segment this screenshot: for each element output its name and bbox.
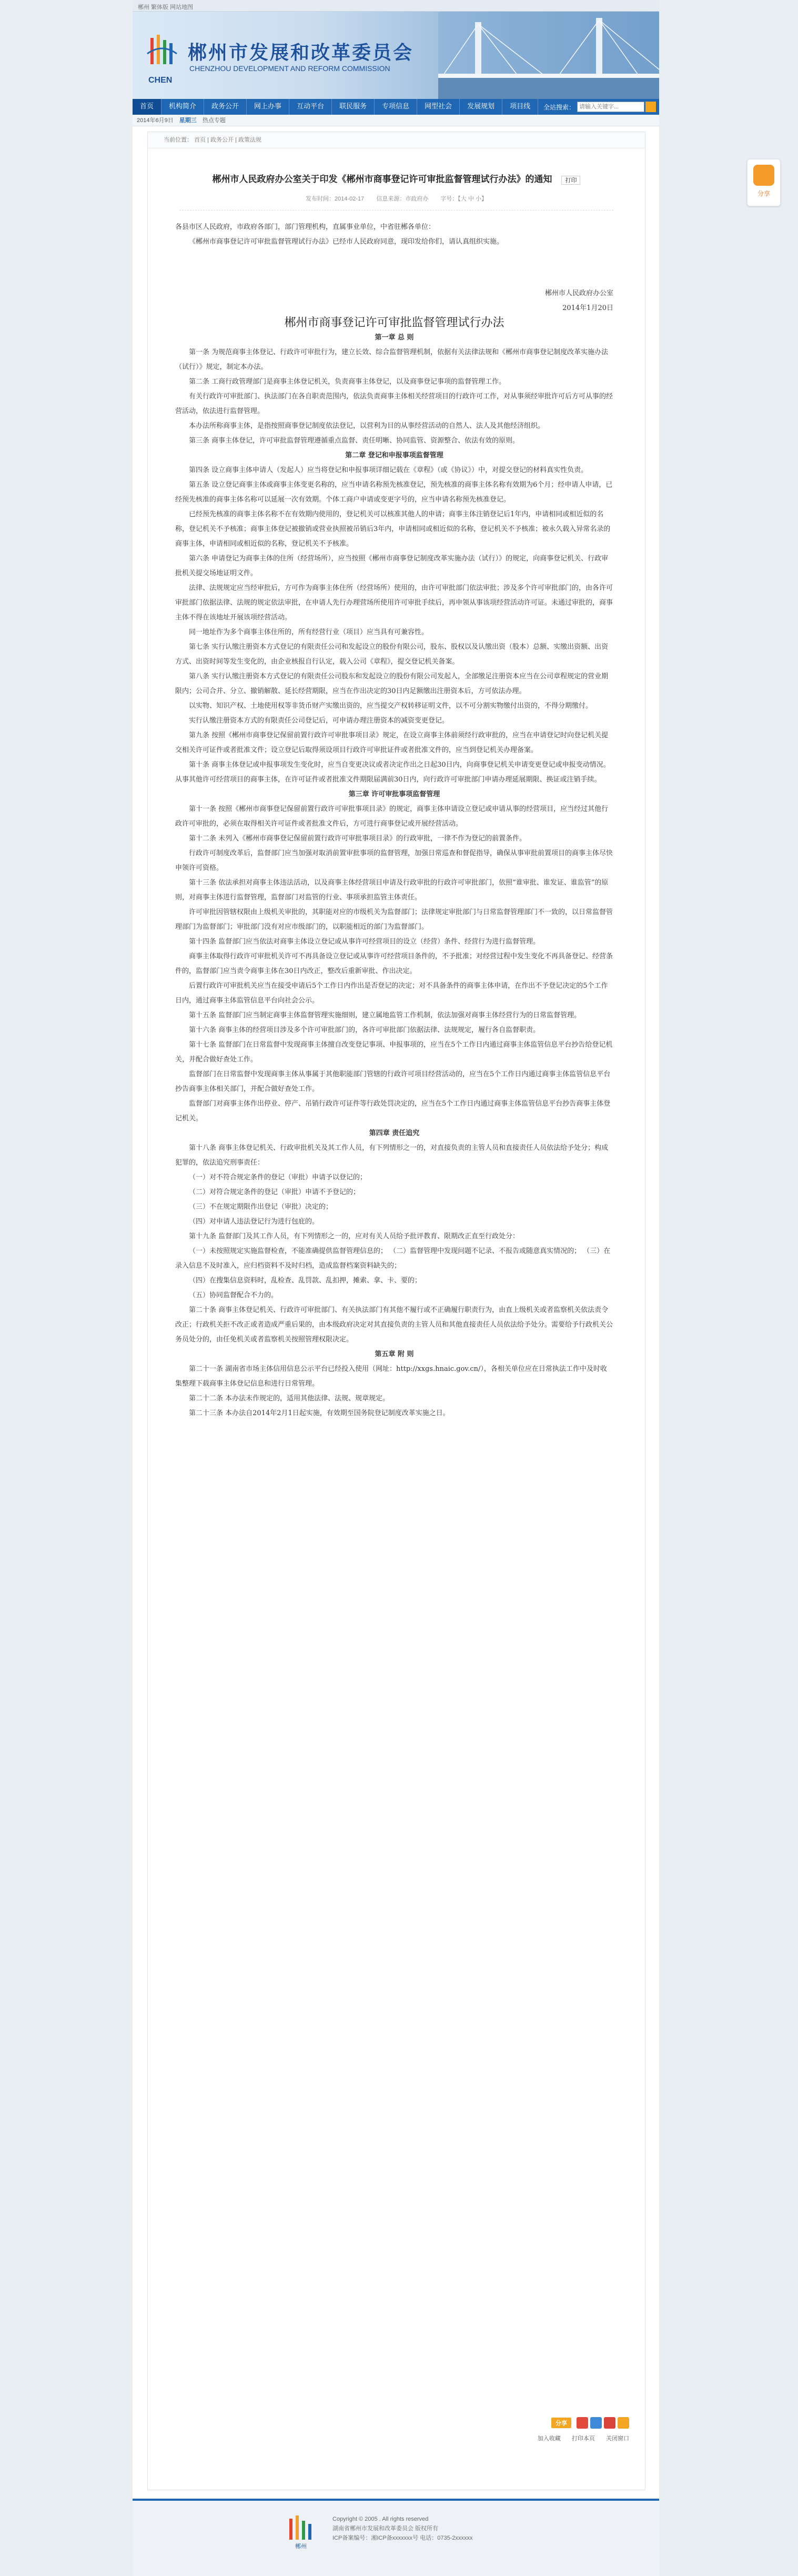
- share-icon: [753, 165, 774, 186]
- footer-text: [332, 2514, 472, 2543]
- search-label: 全站搜索：: [543, 103, 575, 111]
- article-paragraph: 行政许可制度改革后，监督部门应当加强对取消前置审批事项的监督管理，加强日常巡查和督促指导，确保从事审批前置项目的商事主体尽快申领许可资格。: [175, 849, 613, 872]
- site-banner: [133, 12, 659, 99]
- intro-paragraph: 《郴州市商事登记许可审批监督管理试行办法》已经市人民政府同意，现印发给你们，请认真组织实施。: [189, 238, 504, 246]
- article-title-row: [148, 172, 645, 185]
- site-search: [543, 102, 656, 112]
- top-links[interactable]: 郴州 繁体版 网站地图: [138, 4, 194, 11]
- logo-text: CHEN: [148, 76, 173, 85]
- article-paragraph: 第十四条 监督部门应当依法对商事主体设立登记或从事许可经营项目的设立（经营）条件、经营行为进行监督管理。: [189, 938, 540, 946]
- article-paragraph: 第二十条 商事主体登记机关、行政许可审批部门、有关执法部门有其他不履行或不正确履行职责行为，由直上级机关或者监察机关依法责令改正；行政机关拒不改正或者造成严重后果的，由本级政府决定对其直接负责的主管人员和其他直接责任人员依法给予处分。需要给予行政机关公务员处分的，由任免机关或者监察机关按照管理权限决定。: [175, 1306, 613, 1344]
- nav-item-projects[interactable]: 项目线: [502, 99, 538, 115]
- article-paragraph: 第十条 商事主体登记或申报事项发生变化时，应当自变更决议或者决定作出之日起30日内，向商事登记机关申请变更登记或申报变动情况。从事其他许可经营项目的商事主体，在许可证件或者批准文件期限届满前30日内，向行政许可审批部门申请办理延展期限、换证或注销手续。: [175, 761, 610, 784]
- chapter-heading: 第三章 许可审批事项监督管理: [348, 790, 440, 798]
- document-title: 郴州市商事登记许可审批监督管理试行办法: [284, 316, 504, 329]
- chapter-heading: 第五章 附 则: [375, 1350, 414, 1358]
- date-bar: [133, 115, 659, 126]
- nav-item-online-service[interactable]: 网上办事: [247, 99, 289, 115]
- page-wrapper: [133, 0, 659, 2574]
- current-date: 2014年6月9日: [137, 117, 174, 124]
- share-bar: [551, 2417, 629, 2429]
- chapter-heading: 第二章 登记和申报事项监督管理: [345, 452, 443, 459]
- article-paragraph: 第二十二条 本办法未作规定的，适用其他法律、法规、规章规定。: [189, 1395, 390, 1402]
- weibo-share-icon[interactable]: [577, 2417, 588, 2429]
- article-paragraph: 第八条 实行认缴注册资本方式登记的有限责任公司股东和发起设立的股份有限公司发起人，全部缴足注册资本应当在公司章程规定的营业期限内；公司合并、分立、撤销解散、延长经营期限，应当在作出决定的30日内足额缴出注册资本后，方可依法办理。: [175, 673, 609, 695]
- font-size-selector[interactable]: 字号：【大 中 小】: [440, 196, 488, 202]
- page-actions: [528, 2434, 629, 2442]
- icp-info: ICP备案编号：湘ICP备xxxxxxx号 电话：0735-2xxxxxx: [332, 2535, 473, 2541]
- nav-item-special-info[interactable]: 专项信息: [375, 99, 417, 115]
- close-window-link[interactable]: 关闭窗口: [606, 2435, 629, 2442]
- print-page-link[interactable]: 打印本页: [571, 2435, 595, 2442]
- breadcrumb[interactable]: 当前位置： 首页 | 政务公开 | 政策法规: [148, 132, 645, 148]
- chapter-heading: 第一章 总 则: [375, 334, 414, 342]
- article-paragraph: 第十三条 依法承担对商事主体违法活动，以及商事主体经营项目申请及行政审批的行政许可审批部门，依照“谁审批、谁发证、谁监管”的原则，对商事主体进行监督管理，监督部门对监管的行业、事项承担监管主体责任。: [175, 879, 609, 901]
- article-paragraph: 第二十一条 湖南省市场主体信用信息公示平台已经投入使用（网址：http://xxgs.hnaic.gov.cn/），各相关单位应在日常执法工作中及时收集整理下载商事主体登记信息和进行日常管理。: [175, 1365, 607, 1388]
- qzone-share-icon[interactable]: [590, 2417, 602, 2429]
- copyright: Copyright © 2005 . All rights reserved: [332, 2516, 429, 2522]
- sign-date: 2014年1月20日: [562, 304, 613, 312]
- article-paragraph: 实行认缴注册资本方式的有限责任公司登记后，可申请办理注册资本的减资变更登记。: [189, 717, 449, 725]
- site-footer: [133, 2499, 659, 2576]
- share-button[interactable]: 分享: [551, 2418, 571, 2428]
- add-favorite-link[interactable]: 加入收藏: [537, 2435, 561, 2442]
- nav-item-planning[interactable]: 发展规划: [460, 99, 502, 115]
- article-paragraph: 第九条 按照《郴州市商事登记保留前置行政许可审批事项目录》规定，在设立商事主体前须经行政审批的，应当在申请登记时向登记机关提交相关许可证件或者批准文件；设立登记后取得须设项目行政许可审批证件或者批准文件的，应当到登记机关办理备案。: [175, 731, 609, 754]
- article-paragraph: 有关行政许可审批部门、执法部门在各自职责范围内，依法负责商事主体相关经营项目的行政许可工作，对从事须经审批许可后方可从事的经营活动，依法进行监督管理。: [175, 393, 613, 415]
- search-button[interactable]: [645, 102, 656, 112]
- floating-share-badge[interactable]: [747, 159, 781, 206]
- article-paragraph: 第七条 实行认缴注册资本方式登记的有限责任公司和发起设立的股份有限公司，股东、股权以及认缴出资（股本）总额、实缴出资额、出资方式、出资时间等发生变化的，由企业核报自行认定，载入公司《章程》，提交登记机关备案。: [175, 643, 609, 666]
- nav-item-about[interactable]: 机构简介: [161, 99, 204, 115]
- info-source: 信息来源：市政府办: [376, 196, 429, 202]
- article-paragraph: 监督部门对商事主体作出停业、停产、吊销行政许可证件等行政处罚决定的，应当在5个工作日内通过商事主体监管信息平台抄告商事主体登记机关。: [175, 1100, 611, 1122]
- article-paragraph: 第十六条 商事主体的经营项目涉及多个许可审批部门的，各许可审批部门依据法律、法规规定，履行各自监督职责。: [189, 1026, 540, 1034]
- nav-item-gov-info[interactable]: 政务公开: [204, 99, 247, 115]
- bridge-illustration: [438, 12, 659, 99]
- article-body: [148, 211, 645, 1421]
- chapter-heading: 第四章 责任追究: [369, 1129, 420, 1137]
- nav-item-society[interactable]: 网型社会: [417, 99, 460, 115]
- site-logo-icon: [146, 33, 178, 75]
- list-item: （四）对申请人违法登记行为进行包庇的。: [189, 1218, 319, 1226]
- article-tools: [528, 2417, 629, 2442]
- list-item: （一）未按照规定实施监督检查，不能准确提供监督管理信息的； （二）监督管理中发现问题不记录、不报告或随意真实情况的； （三）在录入信息不及时准入，应归档资料不及时归档，造成监督档案资料缺失的；: [175, 1247, 611, 1270]
- article-paragraph: 商事主体取得行政许可审批机关许可不再具备设立登记或从事许可经营项目条件的，不予批准；对经营过程中发生变化不再具备登记、经营条件的，监督部门应当责令商事主体在30日内改正，整改后重新审批、作出决定。: [175, 953, 613, 975]
- more-share-icon[interactable]: [618, 2417, 629, 2429]
- renren-share-icon[interactable]: [604, 2417, 615, 2429]
- list-item: （五）协同监督配合不力的。: [189, 1291, 278, 1299]
- side-badge-label: 分享: [757, 190, 770, 197]
- article-container: [147, 132, 645, 2490]
- article-paragraph: 第五条 设立登记商事主体或商事主体变更名称的，应当申请名称预先核准登记，预先核准的商事主体名称有效期为6个月；经申请人申请，已经预先核准的商事主体名称可以延展一次有效期。个体工商户申请或变更字号的，应当申请名称预先核准登记。: [175, 481, 613, 504]
- nav-item-public-service[interactable]: 联民服务: [332, 99, 375, 115]
- list-item: （四）在搜集信息资料时，乱检查、乱罚款、乱扣押，摊索、拿、卡、要的；: [189, 1277, 422, 1285]
- subbar-tab-weekday[interactable]: 星期三: [179, 117, 197, 124]
- print-button[interactable]: 打印: [561, 176, 580, 185]
- publish-date: 发布时间：2014-02-17: [305, 196, 365, 202]
- article-paragraph: 第一条 为规范商事主体登记、行政许可审批行为，建立长效、综合监督管理机制，依据有关法律法规和《郴州市商事登记制度改革实施办法（试行）》规定，制定本办法。: [175, 348, 609, 371]
- list-item: （三）不在规定期限作出登记（审批）决定的；: [189, 1203, 333, 1211]
- article-paragraph: 第十七条 监督部门在日常监督中发现商事主体擅自改变登记事项、申报事项的，应当在5个工作日内通过商事主体监管信息平台抄告给登记机关，并配合做好查处工作。: [175, 1041, 613, 1064]
- salutation: 各县市区人民政府，市政府各部门，部门管理机构，直属事业单位，中省驻郴各单位：: [175, 223, 436, 231]
- subbar-tab-hot-topics[interactable]: 热点专题: [202, 117, 226, 124]
- article-paragraph: 法律、法规规定应当经审批后，方可作为商事主体住所（经营场所）使用的，由许可审批部门依法审批；涉及多个许可审批部门的，由各许可审批部门依据法律、法规的规定依法审批，在申请人先行办理营场所使用许可审批手续后，再申领从事该项经营活动许可证。未通过审批的，商事主体不得在该地址开展该项经营活动。: [175, 584, 613, 622]
- article-paragraph: 第二十三条 本办法自2014年2月1日起实施，有效期至国务院登记制度改革实施之日。: [189, 1409, 450, 1417]
- footer-logo-text: 郴州: [295, 2543, 307, 2550]
- article-paragraph: 本办法所称商事主体，是指按照商事登记制度依法登记，以营利为目的从事经营活动的自然人、法人及其他经济组织。: [189, 422, 545, 430]
- site-title: 郴州市发展和改革委员会: [188, 42, 414, 64]
- article-paragraph: 第二条 工商行政管理部门是商事主体登记机关，负责商事主体登记，以及商事登记事项的监督管理工作。: [189, 378, 506, 386]
- article-paragraph: 已经预先核准的商事主体名称不在有效期内使用的，登记机关可以核准其他人的申请；商事主体注销登记后1年内，申请相同或相近似的名称，登记机关不予核准；商事主体登记被撤销或营业执照被吊销后3年内，申请相同或相近似的名称，登记机关不予核准；被永久载入异常名录的商事主体，申请相同或相近似的名称，登记机关不予核准。: [175, 510, 611, 548]
- article-paragraph: 监督部门在日常监督中发现商事主体从事属于其他职能部门管辖的行政许可项目经营活动的，应当在5个工作日内通过商事主体监管信息平台抄告商事主体相关部门，并配合做好查处工作。: [175, 1070, 611, 1093]
- main-navigation: [133, 99, 659, 115]
- article-paragraph: 第十一条 按照《郴州市商事登记保留前置行政许可审批事项目录》的规定，商事主体申请设立登记或申请从事的经营项目，应当经过其他行政许可审批的，必须在取得相关许可证件或者批准文件后，方可进行商事登记或开展经营活动。: [175, 805, 609, 828]
- search-input[interactable]: [577, 102, 644, 112]
- article-paragraph: 第十九条 监督部门及其工作人员，有下列情形之一的，应对有关人员给予批评教育、限期改正直至行政处分：: [189, 1232, 520, 1240]
- article-title: 郴州市人民政府办公室关于印发《郴州市商事登记许可审批监督管理试行办法》的通知: [212, 174, 552, 185]
- article-paragraph: 第十五条 监督部门应当制定商事主体监督管理实施细则，建立属地监管工作机制，依法加强对商事主体经营行为的日常监督管理。: [189, 1011, 581, 1019]
- article-paragraph: 第十二条 未列入《郴州市商事登记保留前置行政许可审批事项目录》的行政审批，一律不作为登记的前置条件。: [189, 835, 527, 843]
- top-utility-bar: [133, 0, 659, 12]
- nav-item-home[interactable]: 首页: [133, 99, 161, 115]
- article-paragraph: 许可审批因管辖权限由上级机关审批的，其职能对应的市级机关为监督部门；法律规定审批部门与日常监督管理部门不一致的，以日常监督管理部门为监督部门；审批部门没有对应市级部门的，以职能相近的部门为监督部门。: [175, 908, 613, 931]
- article-paragraph: 第十八条 商事主体登记机关、行政审批机关及其工作人员，有下列情形之一的，对直接负责的主管人员和直接责任人员依法给予处分；构成犯罪的，依法追究刑事责任：: [175, 1144, 609, 1167]
- list-item: （一）对不符合规定条件的登记（审批）申请予以登记的；: [189, 1174, 367, 1181]
- article-paragraph: 同一地址作为多个商事主体住所的，所有经营行业（项目）应当具有可兼容性。: [189, 628, 429, 636]
- list-item: （二）对符合规定条件的登记（审批）申请不予登记的；: [189, 1188, 360, 1196]
- article-paragraph: 后置行政许可审批机关应当在接受申请后5个工作日内作出是否登记的决定；对不具备条件的商事主体申请，在作出不予登记决定的5个工作日内，通过商事主体监管信息平台向社会公示。: [175, 982, 608, 1005]
- sponsor: 湖南省郴州市发展和改革委员会 版权所有: [332, 2525, 439, 2532]
- signer: 郴州市人民政府办公室: [544, 289, 613, 297]
- article-meta: [179, 194, 613, 211]
- article-paragraph: 第四条 设立商事主体申请人（发起人）应当将登记和申报事项详细记载在《章程》（或《协议》）中，对提交登记的材料真实性负责。: [189, 466, 588, 474]
- nav-item-interaction[interactable]: 互动平台: [289, 99, 332, 115]
- article-paragraph: 第三条 商事主体登记，许可审批监督管理遵循重点监督、责任明晰、协同监管、资源整合、依法有效的原则。: [189, 437, 520, 445]
- site-subtitle: CHENZHOU DEVELOPMENT AND REFORM COMMISSION: [189, 64, 390, 73]
- article-paragraph: 以实物、知识产权、土地使用权等非货币财产实缴出资的，应当提交产权转移证明文件，以不可分割实物缴付出资的，不得分期缴付。: [189, 702, 593, 710]
- footer-logo-icon: [285, 2513, 317, 2550]
- article-paragraph: 第六条 申请登记为商事主体的住所（经营场所），应当按照《郴州市商事登记制度改革实施办法（试行）》的规定，向商事登记机关、行政审批机关提交场地证明文件。: [175, 555, 609, 577]
